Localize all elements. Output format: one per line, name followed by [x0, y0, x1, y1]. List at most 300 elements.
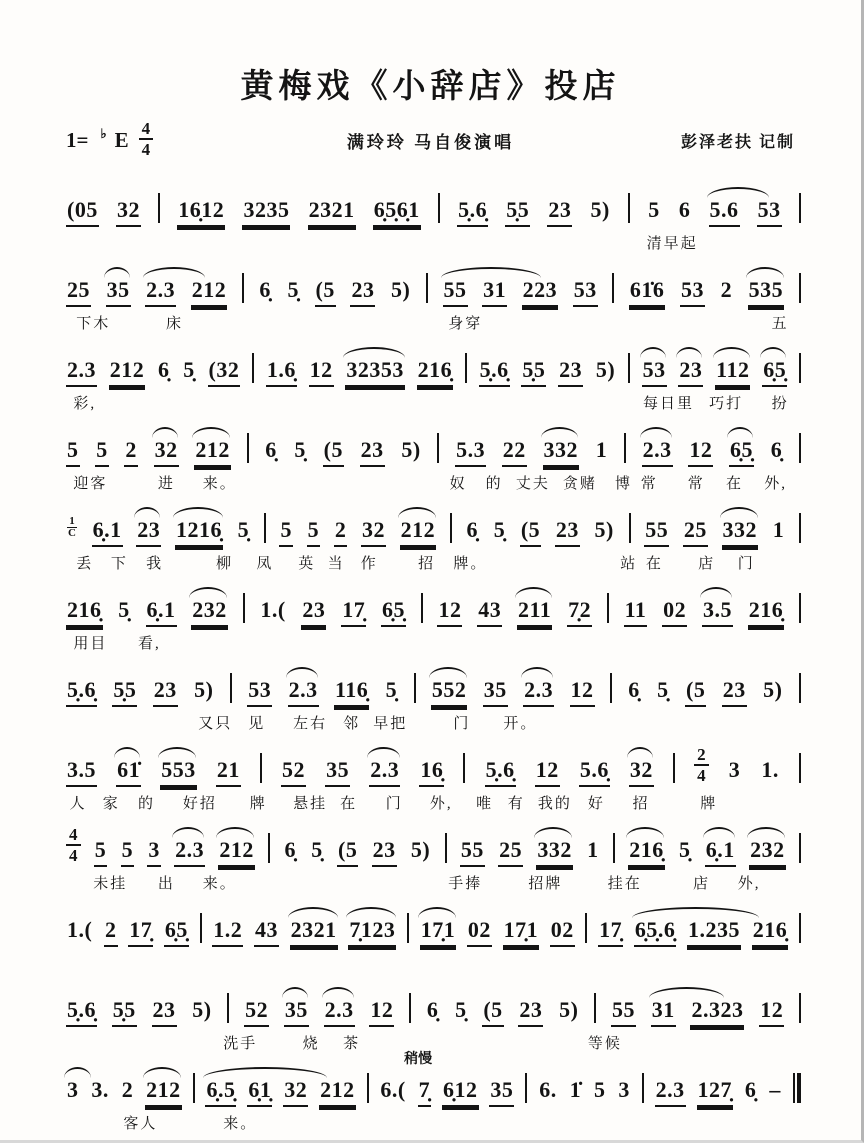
barline [613, 833, 615, 863]
lyric: 邻 [343, 716, 361, 732]
tempo-mark: 稍慢 [404, 1052, 433, 1067]
barline [260, 753, 262, 783]
note-group: 32 [283, 1079, 308, 1107]
note-group: 35 [106, 279, 131, 307]
note-group: 5) [594, 517, 614, 542]
notes-row [66, 421, 801, 467]
lyrics-row [66, 867, 801, 895]
final-barline [793, 1073, 801, 1103]
note-group: 17̣ [128, 919, 153, 947]
note-group: 6̣5̣.6̣ [634, 919, 677, 947]
slur-arc [640, 347, 666, 358]
note-group: 6̣ [426, 997, 439, 1022]
note-group: 212 [145, 1079, 182, 1107]
notes-row [66, 501, 801, 547]
barline [230, 673, 232, 703]
lyric: 唯 [476, 796, 494, 812]
notes-row [66, 181, 801, 227]
note-group: 16̣ [419, 759, 444, 787]
lyric: 牌 [700, 796, 718, 812]
slur-arc [104, 267, 130, 278]
note-group: 43 [254, 919, 279, 947]
note-group: 6̣12 [442, 1079, 479, 1107]
note-group: 2.3 [145, 279, 176, 307]
barline [799, 993, 801, 1023]
note-group: 212 [400, 519, 437, 547]
barline [264, 513, 266, 543]
time-signature [139, 119, 154, 159]
note-group: 6̣ [284, 837, 296, 862]
slur-arc [760, 347, 786, 358]
note-group: 25 [683, 519, 708, 547]
note-group: 5̣ [183, 357, 195, 382]
note-group: 55 [460, 839, 485, 867]
note-group: 17̣1 [420, 919, 457, 947]
note-group: 5 [66, 439, 80, 467]
note-group: 2.3 [523, 679, 554, 707]
lyric: 博 [615, 476, 633, 492]
slur-arc [216, 827, 254, 838]
time-signature: $\frac{2}{4}$ [694, 745, 709, 785]
note-group: 6 [678, 197, 691, 222]
lyric: 作 [360, 556, 378, 572]
note-group: 2.3 [66, 359, 97, 387]
note-group: 23 [360, 439, 385, 467]
lyric: 洗手 [223, 1036, 258, 1052]
note-group: 7̣ [418, 1079, 432, 1107]
note-group: 25 [498, 839, 523, 867]
note-group: 332 [543, 439, 580, 467]
music-line-12 [66, 1052, 801, 1141]
lyric: 手捧 [448, 876, 483, 892]
barline [421, 593, 423, 623]
lyrics-row [66, 1107, 801, 1135]
music-line-4 [66, 421, 801, 501]
note-group: 2.3 [642, 439, 673, 467]
key-signature [66, 119, 347, 161]
note-group: 216̣ [417, 359, 454, 387]
lyrics-row [66, 227, 801, 255]
note-group: 35 [284, 999, 309, 1027]
slur-arc [515, 587, 552, 598]
lyric: 常 [687, 476, 705, 492]
music-line-5 [66, 501, 801, 581]
music-line-6 [66, 581, 801, 661]
note-group: 2 [124, 439, 138, 467]
note-group: (5 [685, 679, 706, 707]
lyric: 等候 [587, 1036, 622, 1052]
note-group: 1.2 [212, 919, 243, 947]
note-group: 5̣5 [112, 679, 137, 707]
note-group: 22 [502, 439, 527, 467]
note-group: 5̣.6̣ [485, 759, 516, 787]
note-group: 223 [522, 279, 559, 307]
slur-arc [172, 827, 204, 838]
slur-arc [322, 987, 354, 998]
note-group: 23 [301, 599, 326, 627]
lyric: 来。 [202, 476, 237, 492]
note-group: 12 [688, 439, 713, 467]
music-line-1 [66, 181, 801, 261]
barline [450, 513, 452, 543]
slur-arc [134, 507, 160, 518]
lyrics-row [66, 467, 801, 495]
lyrics-row [66, 787, 801, 815]
slur-arc [727, 427, 753, 438]
barline [438, 193, 440, 223]
note-group: 6̣5̣ [381, 599, 406, 627]
notes-row [66, 741, 801, 787]
note-group: 1 [595, 437, 608, 462]
note-group: 5) [595, 357, 616, 382]
barline [158, 193, 160, 223]
note-group: 25 [66, 279, 91, 307]
lyric: 外, [429, 796, 453, 812]
note-group: (5 [482, 999, 503, 1027]
note-group: 5.3 [455, 439, 486, 467]
note-group: 17̣ [341, 599, 366, 627]
note-group: 02 [467, 919, 492, 947]
note-group: 6̣ [744, 1077, 757, 1102]
lyric: 迎客 [73, 476, 108, 492]
lyric: 在 [645, 556, 663, 572]
lyric: 来。 [202, 876, 237, 892]
barline [642, 1073, 644, 1103]
note-group: 6̣.1 [705, 839, 736, 867]
note-group: (5 [315, 279, 336, 307]
lyric: 客人 [123, 1116, 158, 1132]
lyric: 招 [632, 796, 650, 812]
note-group: 1216̣ [175, 519, 223, 547]
lyric: 用目 [73, 636, 108, 652]
lyric: 贪赌 [562, 476, 597, 492]
barline [243, 593, 245, 623]
note-group: 3 [147, 839, 161, 867]
note-group: (32 [208, 359, 241, 387]
note-group: 5 [593, 1077, 606, 1102]
barline [629, 513, 631, 543]
note-group: 5) [192, 997, 212, 1022]
note-group: 23 [558, 359, 583, 387]
note-group: 12 [759, 999, 784, 1027]
note-group: 53 [573, 279, 598, 307]
note-group: 32 [116, 199, 141, 227]
slur-arc [627, 747, 653, 758]
note-group: 23 [153, 679, 178, 707]
lyric: 的 [138, 796, 156, 812]
barline [407, 913, 409, 943]
note-group: 23 [555, 519, 580, 547]
note-group: 5 [121, 839, 135, 867]
slur-arc [64, 1067, 91, 1078]
note-group: 35 [483, 679, 508, 707]
lyric: 见 [248, 716, 266, 732]
lyrics-row [66, 1027, 801, 1055]
note-group: 2 [121, 1077, 134, 1102]
note-group: 2 [334, 519, 348, 547]
note-group: 1 [772, 517, 785, 542]
lyric: 开。 [503, 716, 538, 732]
slur-arc [282, 987, 308, 998]
note-group: 53 [680, 279, 705, 307]
slur-arc [288, 907, 338, 918]
notes-row [66, 341, 801, 387]
note-group: 332 [536, 839, 573, 867]
note-group: 6̣5̣ [729, 439, 754, 467]
note-group: 5̣ [294, 437, 306, 462]
lyric: 门 [453, 716, 471, 732]
music-line-11 [66, 981, 801, 1061]
barline [799, 193, 801, 223]
note-group: 6̣.1 [146, 599, 177, 627]
lyric: 五 [771, 316, 789, 332]
note-group: 5̣ [493, 517, 506, 542]
note-group: 32 [154, 439, 179, 467]
barline [525, 1073, 527, 1103]
note-group: 5) [590, 197, 610, 222]
slur-arc [143, 1067, 181, 1078]
note-group: 5̣.6̣ [479, 359, 510, 387]
note-group: 2.3 [174, 839, 205, 867]
note-group: 1.6̣ [266, 359, 297, 387]
note-group: 6̣ [770, 437, 783, 462]
key-change-mark: 1 C [68, 515, 76, 539]
lyric: 挂在 [607, 876, 642, 892]
lyrics-row [66, 947, 801, 975]
barline [673, 753, 675, 783]
barline [799, 513, 801, 543]
note-group: 17̣1 [503, 919, 540, 947]
lyric: 来。 [223, 1116, 258, 1132]
note-group: 02 [662, 599, 687, 627]
barline [193, 1073, 195, 1103]
note-group: 2.3 [324, 999, 355, 1027]
note-group: 12 [570, 679, 595, 707]
lyric: 又只 [198, 716, 233, 732]
note-group: 52 [281, 759, 306, 787]
slur-arc [746, 267, 784, 278]
note-group: 1 [587, 837, 599, 862]
note-group: 31 [651, 999, 676, 1027]
note-group: 2321 [308, 199, 356, 227]
note-group: 5̣5 [505, 199, 530, 227]
note-group: 3 [728, 757, 741, 782]
slur-arc [189, 587, 227, 598]
note-group: 7̣123 [348, 919, 396, 947]
barline [799, 433, 801, 463]
note-group: 7̣2 [567, 599, 592, 627]
note-group: 553 [160, 759, 197, 787]
lyrics-row [66, 707, 801, 735]
slur-arc [700, 587, 732, 598]
lyric: 好 [587, 796, 605, 812]
barline [268, 833, 270, 863]
note-group: (5 [520, 519, 541, 547]
note-group: 535 [748, 279, 785, 307]
note-group: 5) [194, 677, 214, 702]
barline [628, 193, 630, 223]
barline [463, 753, 465, 783]
lyric: 左右 [293, 716, 328, 732]
note-group: 5) [410, 837, 431, 862]
barline [227, 993, 229, 1023]
music-line-7 [66, 661, 801, 741]
note-group: 12 [309, 359, 334, 387]
barline [610, 673, 612, 703]
slur-arc [703, 827, 735, 838]
lyric: 我的 [537, 796, 572, 812]
barline [585, 913, 587, 943]
note-group: 32353 [345, 359, 405, 387]
key-prefix: 1= [66, 127, 89, 152]
note-group: 2 [104, 919, 118, 947]
note-group: 216̣ [66, 599, 103, 627]
note-group: 332 [722, 519, 759, 547]
note-group: 2.3 [655, 1079, 686, 1107]
slur-arc [152, 427, 178, 438]
lyric: 看, [138, 636, 161, 652]
note-group: 5.6̣ [579, 759, 610, 787]
notes-row [66, 581, 801, 627]
lyric: 外, [764, 476, 788, 492]
note-group: 02 [550, 919, 575, 947]
note-group: 112 [715, 359, 750, 387]
note-group: 211 [517, 599, 552, 627]
lyric: 烧 [302, 1036, 320, 1052]
note-group: 12 [369, 999, 394, 1027]
barline [628, 353, 630, 383]
note-group: 6̣.5̣ [205, 1079, 236, 1107]
note-group: 6̣5̣ [164, 919, 189, 947]
note-group: (5 [337, 839, 358, 867]
barline [624, 433, 626, 463]
note-group: 6̣ [259, 277, 271, 302]
barline [367, 1073, 369, 1103]
slur-arc [343, 347, 405, 358]
note-group: 5̣5 [521, 359, 546, 387]
lyric: 在 [726, 476, 744, 492]
notes-row [66, 981, 801, 1027]
lyric: 凤 [256, 556, 274, 572]
note-group: 212 [109, 359, 146, 387]
note-group: 5̣ [385, 677, 398, 702]
lyric: 进 [157, 476, 175, 492]
lyric: 巧打 [709, 396, 744, 412]
slur-arc [521, 667, 553, 678]
note-group: 5̣ [311, 837, 323, 862]
performers-credit: 满玲玲 马自俊演唱 [346, 132, 515, 152]
note-group: 5̣.6̣ [66, 679, 97, 707]
note-group: 5̣ [287, 277, 299, 302]
note-group: 5̣.6̣ [66, 999, 97, 1027]
lyric: 店 [692, 876, 710, 892]
lyrics-row [66, 387, 801, 415]
note-group: 23 [518, 999, 543, 1027]
lyric: 牌。 [453, 556, 488, 572]
lyric: 奴 [449, 476, 467, 492]
music-line-3 [66, 341, 801, 421]
note-group: 23 [547, 199, 572, 227]
note-group: 23 [136, 519, 161, 547]
note-group: (05 [66, 199, 99, 227]
slur-arc [346, 907, 396, 918]
note-group: 17̣ [598, 919, 623, 947]
notes-row [66, 261, 801, 307]
music-line-2 [66, 261, 801, 341]
score [0, 161, 861, 1141]
barline [799, 353, 801, 383]
note-group: 23 [722, 679, 747, 707]
note-group: 5̣ [237, 517, 250, 542]
barline [799, 753, 801, 783]
lyric: 扮 [771, 396, 789, 412]
note-group: 6̣ [265, 437, 277, 462]
note-group: 55 [611, 999, 636, 1027]
note-group: 216̣ [748, 599, 785, 627]
slur-arc [173, 507, 223, 518]
lyric: 常 [640, 476, 658, 492]
note-group: 6̣.1 [92, 519, 123, 547]
note-group: 16̣12 [177, 199, 225, 227]
note-group: 31 [482, 279, 507, 307]
note-group: 11 [624, 599, 648, 627]
note-group: 12 [535, 759, 560, 787]
note-group: 3 [618, 1077, 630, 1102]
barline [426, 273, 428, 303]
note-group: 5) [559, 997, 579, 1022]
lyric: 外, [737, 876, 761, 892]
note-group: 3.5 [702, 599, 733, 627]
note-group: 216̣ [752, 919, 789, 947]
lyric: 出 [157, 876, 175, 892]
key-tonic: E [114, 127, 129, 152]
notes-row [66, 661, 801, 707]
note-group: 3. [91, 1077, 109, 1102]
music-line-9 [66, 821, 801, 901]
lyric: 英 [298, 556, 316, 572]
slur-arc [286, 667, 318, 678]
note-group: 2 [720, 277, 733, 302]
note-group: 23 [678, 359, 703, 387]
barline [799, 673, 801, 703]
note-group: 5 [279, 519, 293, 547]
notes-row [66, 1061, 801, 1107]
note-group: 1.( [260, 597, 286, 622]
note-group: 2.3 [288, 679, 319, 707]
slur-arc [626, 827, 664, 838]
meter-numerator: 4 [139, 119, 154, 140]
note-group: 12 [437, 599, 462, 627]
note-group: 3.5 [66, 759, 97, 787]
lyric: 身穿 [448, 316, 483, 332]
slur-arc [192, 427, 230, 438]
lyric: 下木 [76, 316, 111, 332]
barline [247, 433, 249, 463]
note-group: 5̣ [455, 997, 467, 1022]
note-group: – [769, 1077, 781, 1102]
lyric: 彩, [73, 396, 97, 412]
note-group: 1̇ [569, 1077, 582, 1102]
note-group: 35 [325, 759, 350, 787]
lyric: 招牌 [528, 876, 563, 892]
lyric: 门 [385, 796, 403, 812]
note-group: 127̣ [697, 1079, 734, 1107]
lyric: 当 [327, 556, 345, 572]
lyric: 丈夫 [515, 476, 550, 492]
note-group: 32 [629, 759, 654, 787]
note-group: 5) [763, 677, 783, 702]
lyric: 店 [698, 556, 716, 572]
